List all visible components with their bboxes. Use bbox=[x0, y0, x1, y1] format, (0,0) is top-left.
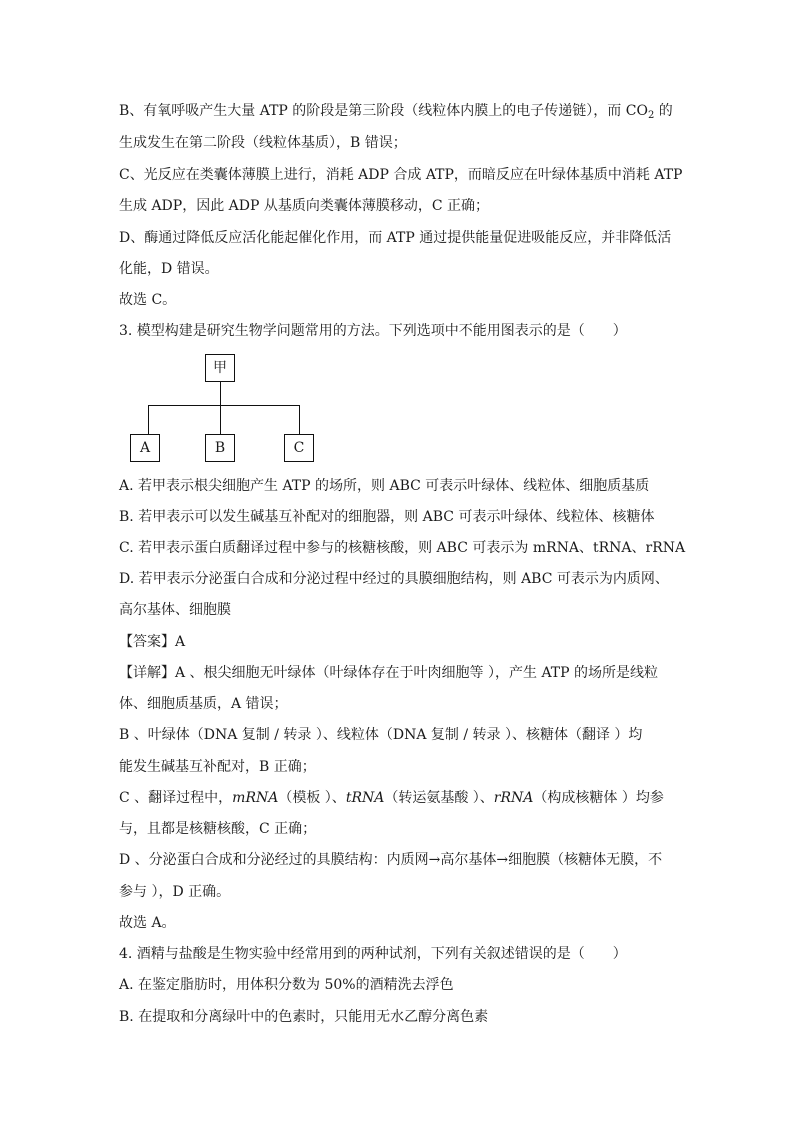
diagram-connector-middle bbox=[220, 405, 221, 434]
diagram-node-top: 甲 bbox=[205, 354, 235, 382]
diagram-connector-bar bbox=[148, 405, 299, 406]
explanation-d-line-1: D、酶通过降低反应活化能起催化作用，而 ATP 通过提供能量促进吸能反应，并非降低活 bbox=[119, 230, 672, 246]
question-3-stem: 3. 模型构建是研究生物学问题常用的方法。下列选项中不能用图表示的是（ ） bbox=[119, 323, 627, 339]
explanation-b-line-1: B、有氧呼吸产生大量 ATP 的阶段是第三阶段（线粒体内膜上的电子传递链），而 $CO_2$ 的 bbox=[119, 103, 673, 121]
tree-diagram bbox=[125, 350, 325, 470]
question-3-explanation-line-7: D 、分泌蛋白合成和分泌经过的具膜结构：内质网→高尔基体→细胞膜（核糖体无膜，不 bbox=[119, 852, 663, 868]
question-3-option-d-line-1: D. 若甲表示分泌蛋白合成和分泌过程中经过的具膜细胞结构，则 ABC 可表示为内质网、 bbox=[119, 571, 669, 587]
explanation-b-line-2: 生成发生在第二阶段（线粒体基质），B 错误； bbox=[119, 135, 407, 151]
question-4-option-a: A. 在鉴定脂肪时，用体积分数为 50%的酒精洗去浮色 bbox=[119, 977, 454, 993]
explanation-d-line-2: 化能，D 错误。 bbox=[119, 261, 219, 277]
diagram-connector-right bbox=[299, 405, 300, 434]
question-4-option-b: B. 在提取和分离绿叶中的色素时，只能用无水乙醇分离色素 bbox=[119, 1009, 489, 1025]
explanation-c-line-2: 生成 ADP，因此 ADP 从基质向类囊体薄膜移动，C 正确； bbox=[119, 198, 490, 214]
diagram-node-c: C bbox=[284, 434, 314, 462]
question-3-explanation-line-8: 参与 ），D 正确。 bbox=[119, 884, 231, 900]
explanation-c-line-1: C、光反应在类囊体薄膜上进行，消耗 ADP 合成 ATP，而暗反应在叶绿体基质中消耗 ATP bbox=[119, 167, 683, 183]
question-3-option-c: C. 若甲表示蛋白质翻译过程中参与的核糖核酸，则 ABC 可表示为 mRNA、tRNA、rRNA bbox=[119, 540, 686, 556]
question-3-explanation-line-6: 与，且都是核糖核酸，C 正确； bbox=[119, 821, 317, 837]
question-3-explanation-line-5: C 、翻译过程中，mRNA（模板 ）、tRNA（转运氨基酸 ）、rRNA（构成核糖体 ）均参 bbox=[119, 790, 664, 806]
diagram-node-a: A bbox=[130, 434, 160, 462]
question-4-stem: 4. 酒精与盐酸是生物实验中经常用到的两种试剂，下列有关叙述错误的是（ ） bbox=[119, 946, 627, 962]
question-3-option-a: A. 若甲表示根尖细胞产生 ATP 的场所，则 ABC 可表示叶绿体、线粒体、细胞质基质 bbox=[119, 478, 650, 494]
question-3-explanation-line-4: 能发生碱基互补配对，B 正确； bbox=[119, 759, 316, 775]
question-3-explanation-line-2: 体、细胞质基质，A 错误； bbox=[119, 696, 288, 712]
question-3-explanation-line-1: 【详解】A 、根尖细胞无叶绿体（叶绿体存在于叶肉细胞等 ），产生 ATP 的场所是线粒 bbox=[119, 665, 659, 681]
diagram-connector-stem bbox=[220, 382, 221, 405]
diagram-node-b: B bbox=[205, 434, 235, 462]
question-3-option-b: B. 若甲表示可以发生碱基互补配对的细胞器，则 ABC 可表示叶绿体、线粒体、核糖体 bbox=[119, 509, 655, 525]
question-3-option-d-line-2: 高尔基体、细胞膜 bbox=[119, 602, 231, 618]
question-3-selection: 故选 A。 bbox=[119, 915, 176, 931]
diagram-connector-left bbox=[148, 405, 149, 434]
question-3-answer: 【答案】A bbox=[119, 634, 186, 650]
selection-line-q2: 故选 C。 bbox=[119, 292, 177, 308]
question-3-explanation-line-3: B 、叶绿体（DNA 复制 / 转录 ）、线粒体（DNA 复制 / 转录 ）、核糖体（翻译 ）均 bbox=[119, 727, 643, 743]
